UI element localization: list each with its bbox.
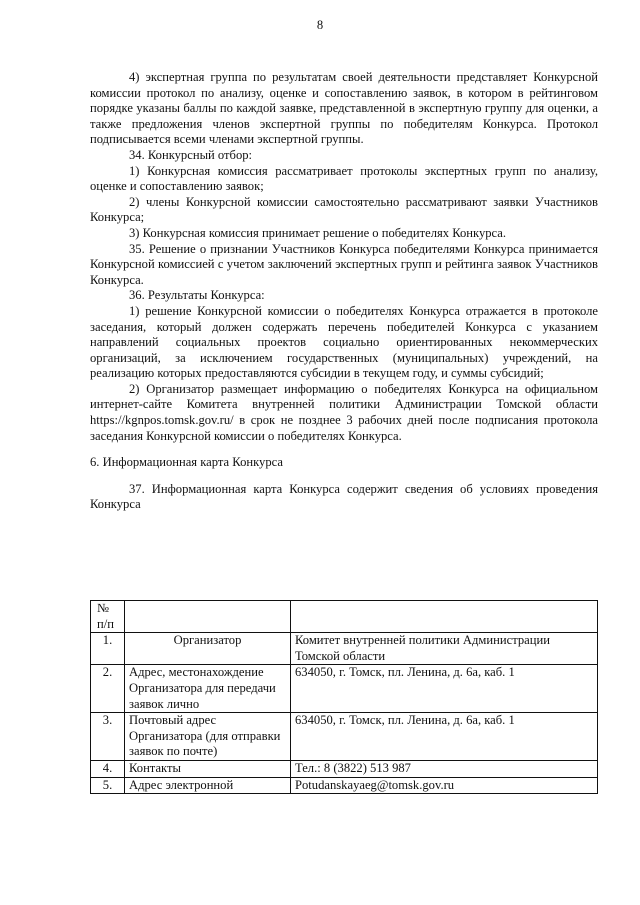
table-cell-label: Почтовый адрес Организатора (для отправки заявок по почте) xyxy=(125,713,291,761)
table-cell-num: 2. xyxy=(91,665,125,713)
table-cell-value: 634050, г. Томск, пл. Ленина, д. 6а, каб. 1 xyxy=(291,713,598,761)
paragraph-results-protocol: 1) решение Конкурсной комиссии о победителях Конкурса отражается в протоколе заседания, который должен содержать перечень победителей Конкурса с указанием направлений социальных проектов социально ориентированных некоммерческих организаций, за исключением государственных (муниципальных) учреждений, на реализацию которых предоставляются субсидии в текущем году, и суммы субсидий; xyxy=(90,303,598,381)
page-number: 8 xyxy=(316,18,324,32)
table-cell-num: 1. xyxy=(91,633,125,665)
paragraph-members-review-applications: 2) члены Конкурсной комиссии самостоятельно рассматривают заявки Участников Конкурса; xyxy=(90,194,598,225)
section-heading: 6. Информационная карта Конкурса xyxy=(90,455,283,470)
table-cell-label: Адрес, местонахождение Организатора для передачи заявок лично xyxy=(125,665,291,713)
paragraph-expert-group-protocol: 4) экспертная группа по результатам своей деятельности представляет Конкурсной комиссии протокол по анализу, оценке и сопоставлению заявок, в котором в рейтинговом порядке указаны баллы по каждой заявке, представленной в экспертную группу для оценки, а также предложения членов экспертной группы по победителям Конкурса. Протокол подписывается всеми членами экспертной группы. xyxy=(90,70,598,147)
paragraph-commission-decides-winners: 3) Конкурсная комиссия принимает решение о победителях Конкурса. xyxy=(129,225,507,240)
table-cell-label: Контакты xyxy=(125,760,291,777)
table-header-num: № п/п xyxy=(91,601,125,633)
table-cell-num: 4. xyxy=(91,760,125,777)
document-body xyxy=(90,70,598,513)
paragraph-recognition-decision: 35. Решение о признании Участников Конкурса победителями Конкурса принимается Конкурсной комиссией с учетом заключений экспертных групп и рейтинга заявок Участников Конкурса. xyxy=(90,241,598,287)
paragraph-info-card-intro: 37. Информационная карта Конкурса содержит сведения об условиях проведения Конкурса xyxy=(90,481,598,512)
table-header-value xyxy=(291,601,598,633)
table-cell-value: Комитет внутренней политики Администрации Томской области xyxy=(291,633,598,665)
table-cell-label: Организатор xyxy=(125,633,291,665)
table-row xyxy=(91,777,598,794)
paragraph-competition-results: 36. Результаты Конкурса: xyxy=(129,288,265,303)
table-header-label xyxy=(125,601,291,633)
table-cell-label: Адрес электронной xyxy=(125,777,291,794)
paragraph-organizer-publishes: 2) Организатор размещает информацию о победителях Конкурса на официальном интернет-сайте Комитета внутренней политики Администрации Томской области https://kgnpos.tomsk.gov.ru/ в срок не позднее 3 рабочих дней после подписания протокола заседания Конкурсной комиссии о победителях Конкурса. xyxy=(90,381,598,443)
table-header-row xyxy=(91,601,598,633)
table-row xyxy=(91,760,598,777)
table-cell-value: Potudanskayaeg@tomsk.gov.ru xyxy=(291,777,598,794)
table-row xyxy=(91,665,598,713)
table-cell-num: 5. xyxy=(91,777,125,794)
paragraph-commission-reviews-protocols: 1) Конкурсная комиссия рассматривает протоколы экспертных групп по анализу, оценке и сопоставлению заявок; xyxy=(90,163,598,194)
table-cell-value: Тел.: 8 (3822) 513 987 xyxy=(291,760,598,777)
table-cell-value: 634050, г. Томск, пл. Ленина, д. 6а, каб. 1 xyxy=(291,665,598,713)
table-row xyxy=(91,713,598,761)
table-row xyxy=(91,633,598,665)
paragraph-competitive-selection: 34. Конкурсный отбор: xyxy=(129,147,253,162)
info-card-table xyxy=(90,600,598,794)
table-cell-num: 3. xyxy=(91,713,125,761)
